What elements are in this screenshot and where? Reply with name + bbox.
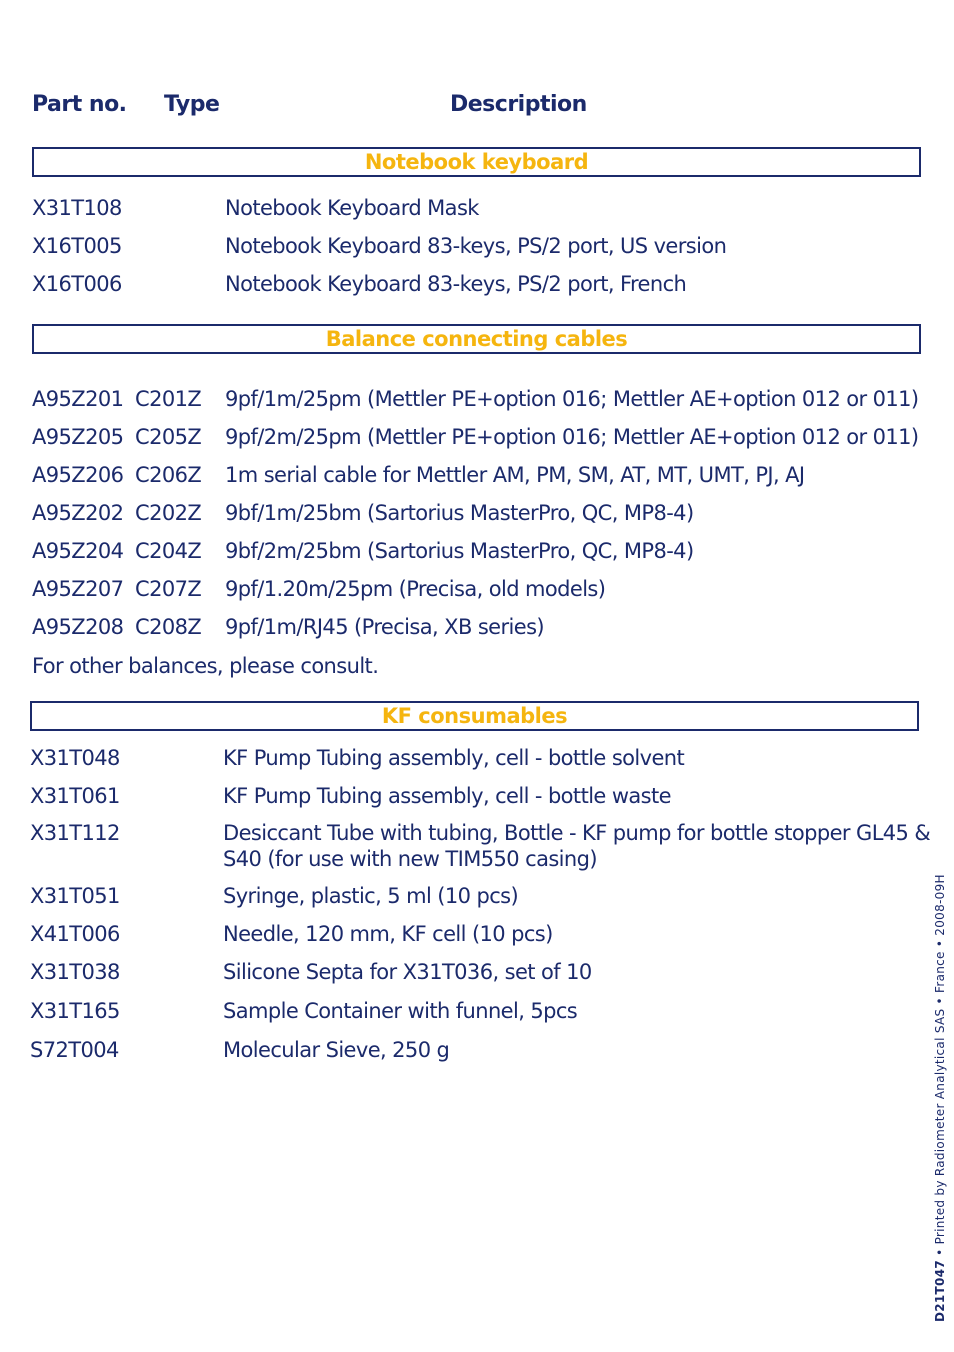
- part-number: X31T108: [32, 196, 122, 220]
- part-number: X31T038: [30, 960, 120, 984]
- description: KF Pump Tubing assembly, cell - bottle waste: [223, 784, 671, 808]
- description: S40 (for use with new TIM550 casing): [223, 847, 597, 871]
- description: 9bf/2m/25bm (Sartorius MasterPro, QC, MP8-4): [225, 539, 694, 563]
- description: 1m serial cable for Mettler AM, PM, SM, AT, MT, UMT, PJ, AJ: [225, 463, 805, 487]
- part-number: S72T004: [30, 1038, 119, 1062]
- description: KF Pump Tubing assembly, cell - bottle solvent: [223, 746, 685, 770]
- section-title-notebook-keyboard: Notebook keyboard: [32, 147, 921, 177]
- type-code: C202Z: [135, 501, 202, 525]
- part-number: X31T048: [30, 746, 120, 770]
- type-code: C205Z: [135, 425, 202, 449]
- part-number: X31T061: [30, 784, 120, 808]
- column-header-description: Description: [450, 92, 587, 117]
- part-number: X16T006: [32, 272, 122, 296]
- part-number: A95Z201: [32, 387, 124, 411]
- type-code: C204Z: [135, 539, 202, 563]
- description: Notebook Keyboard 83-keys, PS/2 port, US version: [225, 234, 727, 258]
- part-number: A95Z204: [32, 539, 124, 563]
- part-number: X16T005: [32, 234, 122, 258]
- part-number: X31T112: [30, 821, 120, 845]
- type-code: C207Z: [135, 577, 202, 601]
- part-number: X31T165: [30, 999, 120, 1023]
- description: Molecular Sieve, 250 g: [223, 1038, 450, 1062]
- description: Notebook Keyboard Mask: [225, 196, 479, 220]
- description: Syringe, plastic, 5 ml (10 pcs): [223, 884, 519, 908]
- description: Sample Container with funnel, 5pcs: [223, 999, 578, 1023]
- part-number: X41T006: [30, 922, 120, 946]
- description: 9pf/2m/25pm (Mettler PE+option 016; Mettler AE+option 012 or 011): [225, 425, 919, 449]
- description: Notebook Keyboard 83-keys, PS/2 port, French: [225, 272, 687, 296]
- description: Silicone Septa for X31T036, set of 10: [223, 960, 592, 984]
- description: Needle, 120 mm, KF cell (10 pcs): [223, 922, 553, 946]
- part-number: A95Z207: [32, 577, 124, 601]
- description: 9pf/1m/RJ45 (Precisa, XB series): [225, 615, 545, 639]
- part-number: X31T051: [30, 884, 120, 908]
- type-code: C201Z: [135, 387, 202, 411]
- part-number: A95Z205: [32, 425, 124, 449]
- print-footer: [933, 874, 947, 1322]
- part-number: A95Z202: [32, 501, 124, 525]
- part-number: A95Z208: [32, 615, 124, 639]
- description: 9pf/1.20m/25pm (Precisa, old models): [225, 577, 606, 601]
- part-number: A95Z206: [32, 463, 124, 487]
- balances-note: For other balances, please consult.: [32, 654, 379, 678]
- print-info: • Printed by Radiometer Analytical SAS • France • 2008-09H: [933, 874, 947, 1260]
- column-header-type: Type: [164, 92, 220, 117]
- description: 9bf/1m/25bm (Sartorius MasterPro, QC, MP8-4): [225, 501, 694, 525]
- section-title-balance-cables: Balance connecting cables: [32, 324, 921, 354]
- document-code: D21T047: [933, 1260, 947, 1322]
- type-code: C206Z: [135, 463, 202, 487]
- description: 9pf/1m/25pm (Mettler PE+option 016; Mettler AE+option 012 or 011): [225, 387, 919, 411]
- column-header-part: Part no.: [32, 92, 127, 117]
- type-code: C208Z: [135, 615, 202, 639]
- section-title-kf-consumables: KF consumables: [30, 701, 919, 731]
- description: Desiccant Tube with tubing, Bottle - KF pump for bottle stopper GL45 &: [223, 821, 931, 845]
